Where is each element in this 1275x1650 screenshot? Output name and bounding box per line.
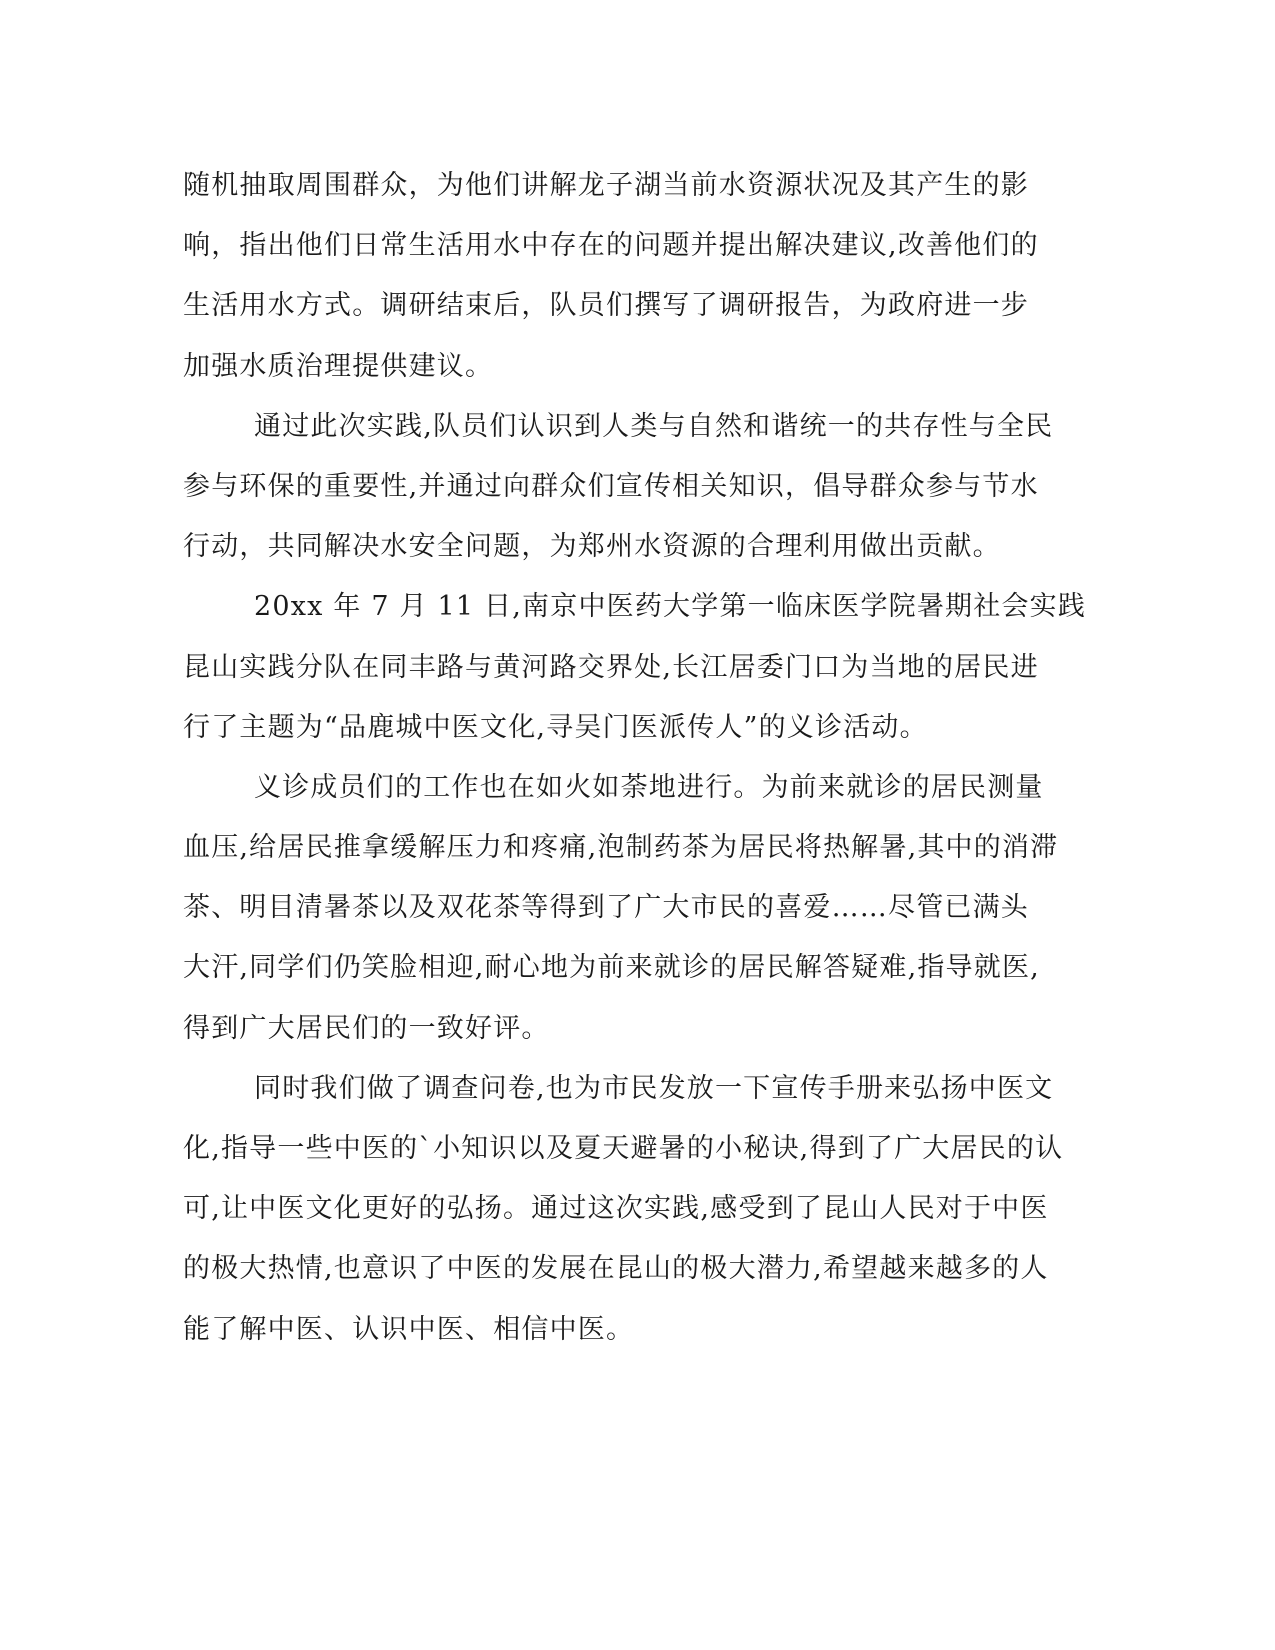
paragraph-1 (183, 156, 1043, 397)
text-line: 通过此次实践,队员们认识到人类与自然和谐统一的共存性与全民 (254, 410, 1054, 442)
text-line: 参与环保的重要性,并通过向群众们宣传相关知识，倡导群众参与节水 (183, 470, 1039, 502)
text-line: 随机抽取周围群众，为他们讲解龙子湖当前水资源状况及其产生的影 (183, 170, 1029, 201)
text-line: 响，指出他们日常生活用水中存在的问题并提出解决建议,改善他们的 (183, 230, 1039, 262)
paragraph-5 (183, 1059, 1064, 1360)
text-line: 可,让中医文化更好的弘扬。通过这次实践,感受到了昆山人民对于中医 (183, 1193, 1049, 1225)
text-line: 血压,给居民推拿缓解压力和疼痛,泡制药茶为居民将热解暑,其中的消滞 (183, 832, 1059, 864)
text-line: 20xx 年 7 月 11 日,南京中医药大学第一临床医学院暑期社会实践 (254, 591, 1087, 623)
text-line: 大汗,同学们仍笑脸相迎,耐心地为前来就诊的居民解答疑难,指导就医, (183, 952, 1040, 984)
text-line: 能了解中医、认识中医、相信中医。 (183, 1313, 635, 1345)
paragraph-4 (183, 758, 1059, 1059)
paragraph-3 (183, 577, 1087, 758)
text-line: 化,指导一些中医的`小知识以及夏天避暑的小秘诀,得到了广大居民的认 (183, 1133, 1064, 1164)
text-line: 茶、明目清暑茶以及双花茶等得到了广大市民的喜爱……尽管已满头 (183, 892, 1029, 924)
text-line: 昆山实践分队在同丰路与黄河路交界处,长江居委门口为当地的居民进 (183, 651, 1039, 683)
text-line: 生活用水方式。调研结束后，队员们撰写了调研报告，为政府进一步 (183, 290, 1029, 322)
text-line: 行了主题为“品鹿城中医文化,寻吴门医派传人”的义诊活动。 (183, 711, 928, 743)
text-line: 同时我们做了调查问卷,也为市民发放一下宣传手册来弘扬中医文 (254, 1072, 1054, 1104)
paragraph-2 (183, 397, 1054, 578)
text-line: 义诊成员们的工作也在如火如荼地进行。为前来就诊的居民测量 (254, 771, 1044, 803)
text-line: 的极大热情,也意识了中医的发展在昆山的极大潜力,希望越来越多的人 (183, 1253, 1049, 1285)
text-line: 加强水质治理提供建议。 (183, 350, 494, 382)
text-line: 得到广大居民们的一致好评。 (183, 1012, 550, 1044)
text-line: 行动，共同解决水安全问题，为郑州水资源的合理利用做出贡献。 (183, 531, 1001, 563)
document-body (183, 156, 1087, 1360)
